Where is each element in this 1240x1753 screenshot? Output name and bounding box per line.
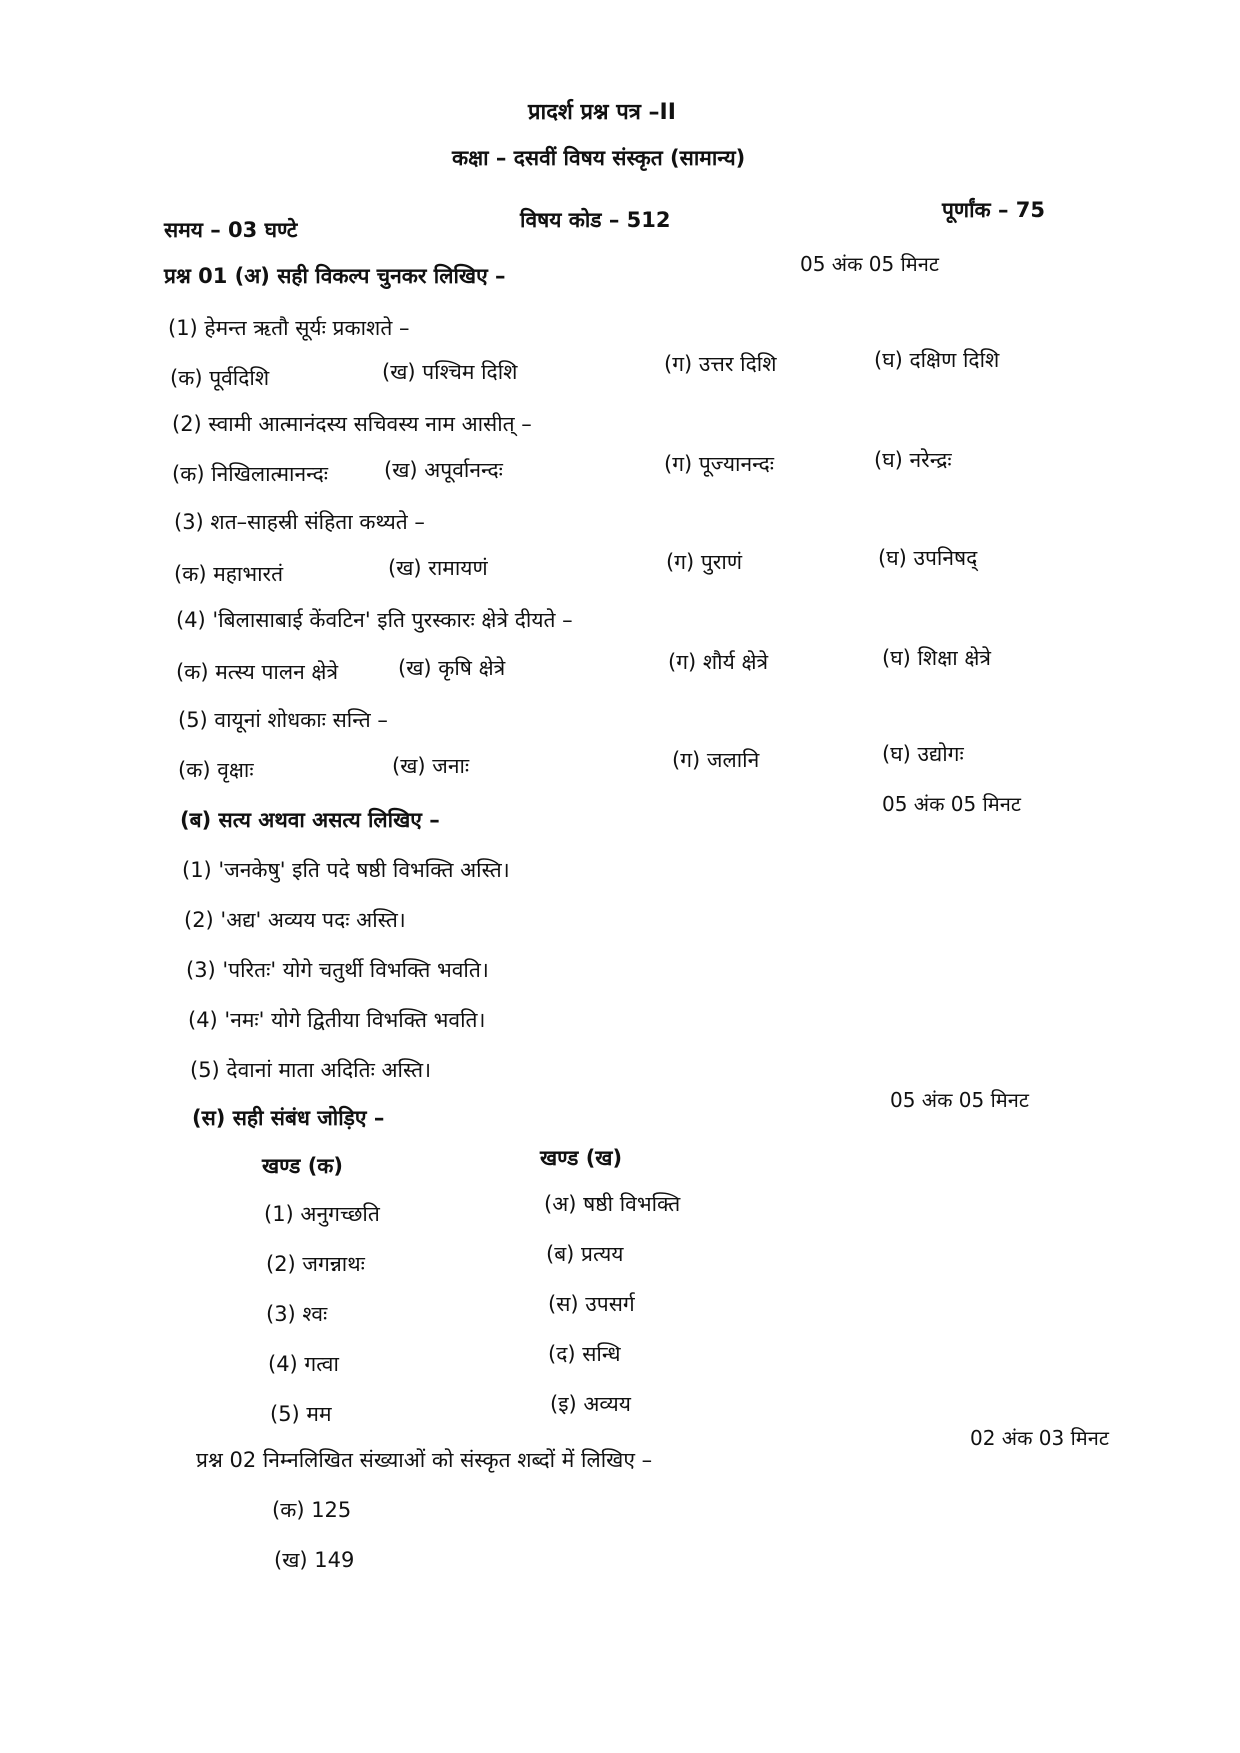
full-marks: पूर्णांक – 75 — [942, 198, 1046, 222]
col-b-item-1: (अ) षष्ठी विभक्ति — [544, 1192, 681, 1216]
q1a-q5-option-b: (ख) जनाः — [392, 754, 470, 778]
q1a-q4-option-c: (ग) शौर्य क्षेत्रे — [668, 650, 769, 674]
q1b-marks: 05 अंक 05 मिनट — [882, 792, 1021, 816]
q1b-item-4: (4) 'नमः' योगे द्वितीया विभक्ति भवति। — [188, 1008, 486, 1032]
subject-code: विषय कोड – 512 — [520, 208, 671, 232]
q1a-question-2: (2) स्वामी आत्मानंदस्य सचिवस्य नाम आसीत् – — [172, 412, 532, 436]
q1b-item-1: (1) 'जनकेषु' इति पदे षष्ठी विभक्ति अस्ति। — [182, 858, 510, 882]
col-b-item-4: (द) सन्धि — [548, 1342, 621, 1366]
paper-title: प्रादर्श प्रश्न पत्र –II — [528, 100, 676, 125]
col-b-item-2: (ब) प्रत्यय — [546, 1242, 624, 1266]
q1a-q4-option-d: (घ) शिक्षा क्षेत्रे — [882, 646, 992, 670]
q2-item-1: (क) 125 — [272, 1498, 352, 1522]
q1a-question-1: (1) हेमन्त ऋतौ सूर्यः प्रकाशते – — [168, 316, 410, 340]
class-subject: कक्षा – दसवीं विषय संस्कृत (सामान्य) — [452, 146, 746, 170]
q1a-q2-option-d: (घ) नरेन्द्रः — [874, 448, 952, 472]
q1a-q3-option-d: (घ) उपनिषद् — [878, 546, 978, 570]
q1c-heading: (स) सही संबंध जोड़िए – — [192, 1106, 385, 1130]
q1a-q4-option-a: (क) मत्स्य पालन क्षेत्रे — [176, 660, 339, 684]
q1b-heading: (ब) सत्य अथवा असत्य लिखिए – — [180, 808, 440, 832]
col-b-item-3: (स) उपसर्ग — [548, 1292, 635, 1316]
col-a-item-2: (2) जगन्नाथः — [266, 1252, 365, 1276]
col-a-header: खण्ड (क) — [262, 1154, 344, 1178]
q1a-q5-option-d: (घ) उद्योगः — [882, 742, 964, 766]
q1a-q1-option-d: (घ) दक्षिण दिशि — [874, 348, 1000, 372]
q1b-item-5: (5) देवानां माता अदितिः अस्ति। — [190, 1058, 432, 1082]
col-a-item-4: (4) गत्वा — [268, 1352, 339, 1376]
q1a-q5-option-a: (क) वृक्षाः — [178, 758, 254, 782]
q1a-marks: 05 अंक 05 मिनट — [800, 252, 939, 276]
q1a-q3-option-b: (ख) रामायणं — [388, 556, 488, 580]
q1a-q3-option-a: (क) महाभारतं — [174, 562, 284, 586]
q1a-q1-option-c: (ग) उत्तर दिशि — [664, 352, 777, 376]
col-b-header: खण्ड (ख) — [540, 1146, 623, 1170]
q1a-q5-option-c: (ग) जलानि — [672, 748, 760, 772]
q1b-item-3: (3) 'परितः' योगे चतुर्थी विभक्ति भवति। — [186, 958, 489, 982]
q1c-marks: 05 अंक 05 मिनट — [890, 1088, 1029, 1112]
q2-marks: 02 अंक 03 मिनट — [970, 1426, 1109, 1450]
q1a-q2-option-a: (क) निखिलात्मानन्दः — [172, 462, 329, 486]
q1a-question-3: (3) शत–साहस्री संहिता कथ्यते – — [174, 510, 425, 534]
q1a-question-4: (4) 'बिलासाबाई केंवटिन' इति पुरस्कारः क्षेत्रे दीयते – — [176, 608, 573, 632]
q1a-q2-option-b: (ख) अपूर्वानन्दः — [384, 458, 503, 482]
col-a-item-3: (3) श्वः — [266, 1302, 328, 1326]
q2-heading: प्रश्न 02 निम्नलिखित संख्याओं को संस्कृत शब्दों में लिखिए – — [196, 1448, 653, 1472]
q1a-heading: प्रश्न 01 (अ) सही विकल्प चुनकर लिखिए – — [164, 264, 506, 288]
time-duration: समय – 03 घण्टे — [164, 218, 298, 242]
q1a-q2-option-c: (ग) पूज्यानन्दः — [664, 452, 774, 476]
q1b-item-2: (2) 'अद्य' अव्यय पदः अस्ति। — [184, 908, 406, 932]
q1a-q1-option-b: (ख) पश्चिम दिशि — [382, 360, 518, 384]
col-a-item-1: (1) अनुगच्छति — [264, 1202, 380, 1226]
col-a-item-5: (5) मम — [270, 1402, 332, 1426]
q1a-q1-option-a: (क) पूर्वदिशि — [170, 366, 270, 390]
q1a-q3-option-c: (ग) पुराणं — [666, 550, 743, 574]
q2-item-2: (ख) 149 — [274, 1548, 355, 1572]
q1a-question-5: (5) वायूनां शोधकाः सन्ति – — [178, 708, 388, 732]
col-b-item-5: (इ) अव्यय — [550, 1392, 631, 1416]
q1a-q4-option-b: (ख) कृषि क्षेत्रे — [398, 656, 506, 680]
